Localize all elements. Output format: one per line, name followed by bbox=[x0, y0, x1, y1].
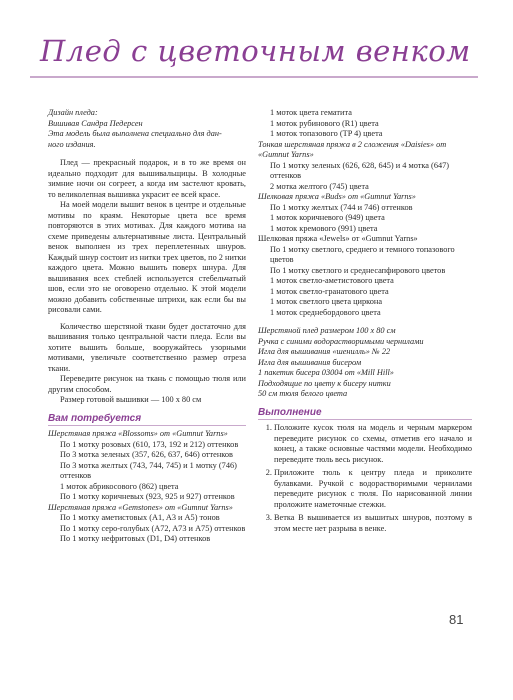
material-item: По 1 мотку желтых (744 и 746) оттенков bbox=[270, 202, 413, 212]
tool-item: Подходящие по цвету к бисеру нитки bbox=[258, 378, 391, 388]
page-number: 81 bbox=[449, 612, 464, 627]
steps-heading: Выполнение bbox=[258, 408, 472, 421]
tools-list bbox=[258, 326, 472, 400]
material-item: Тонкая шерстяная пряжа в 2 сложения «Daisies» от «Gumnut Yarns» bbox=[258, 139, 447, 159]
intro-line: ного издания. bbox=[48, 139, 96, 149]
material-item: Шерстяная пряжа «Blossoms» от «Gumnut Yarns» bbox=[48, 429, 228, 438]
material-item: 2 мотка желтого (745) цвета bbox=[270, 181, 369, 191]
step-item: 3. Ветка В вышивается из вышитых шнуров, поэтому в этом месте нет разрыва в венке. bbox=[274, 513, 472, 534]
tool-item: 50 см тюля белого цвета bbox=[258, 389, 348, 398]
page-title: Плед с цветочным венком bbox=[40, 34, 471, 68]
material-item: 1 моток светло-аметистового цвета bbox=[270, 276, 394, 285]
intro-line: Дизайн пледа: bbox=[48, 108, 98, 117]
material-item: Шелковая пряжа «Jewels» от «Gumnut Yarns» bbox=[258, 234, 418, 243]
tool-item: Игла для вышивания бисером bbox=[258, 357, 362, 367]
materials-list-right bbox=[258, 108, 472, 318]
material-item: Шерстяная пряжа «Gemstones» от «Gumnut Yarns» bbox=[48, 502, 233, 512]
material-item: По 3 мотка желтых (743, 744, 745) и 1 мотку (746) оттенков bbox=[60, 460, 237, 480]
body-paragraph: Количество шерстяной ткани будет достаточно для вышивания только центральной части пледа. Если вы хотите вышить больше, вооружайтесь узорными мотивами, увеличьте соответственно размер отреза ткани. bbox=[48, 321, 246, 373]
material-item: По 1 мотку серо-голубых (A72, A73 и A75) оттенков bbox=[60, 523, 246, 533]
step-item: 1. Положите кусок тюля на модель и черным маркером переведите рисунок со схемы, отметив его начало и конец, а также основные частями модели. Необходимо переведите тюль весь рисунок. bbox=[274, 423, 472, 465]
material-item: По 1 мотку коричневых (923, 925 и 927) оттенков bbox=[60, 492, 235, 501]
material-item: Шелковая пряжа «Buds» от «Gumnut Yarns» bbox=[258, 192, 416, 201]
material-item: 1 моток коричневого (949) цвета bbox=[270, 213, 385, 222]
materials-list-left bbox=[48, 429, 246, 545]
intro-block bbox=[48, 108, 246, 150]
material-item: По 1 мотку аметистовых (A1, A3 и A5) тонов bbox=[60, 513, 220, 522]
material-item: 1 моток кремового (991) цвета bbox=[270, 223, 378, 233]
material-item: 1 моток светло-гранатового цвета bbox=[270, 286, 389, 296]
material-item: По 1 мотку светлого и среднесапфирового цветов bbox=[270, 265, 446, 275]
material-item: По 1 мотку зеленых (626, 628, 645) и 4 мотка (647) оттенков bbox=[270, 160, 450, 180]
right-column bbox=[258, 108, 472, 537]
title-divider bbox=[30, 76, 478, 78]
body-paragraph: На моей модели вышит венок в центре и отдельные мотивы по краям. Некоторые цвета все время повторяются в этих мотивах. Для каждого мотива на схеме приведены альтернативные листа. Центральный венок выполнен из трех переплетенных шнуров. Каждый шнур состоит из нитки трех цветов, по 2 нитки каждого цвета. Можно вышить поверх шнура. Для вышивания всех стеблей используется стебельчатый шов, если это не оговорено отдельно. К этой модели можно добавить собственные штрихи, как если бы вы рисовали сами. bbox=[48, 200, 246, 314]
material-item: 1 моток светлого цвета циркона bbox=[270, 297, 383, 306]
tool-item: 1 пакетик бисера 03004 от «Mill Hill» bbox=[258, 368, 394, 377]
tool-item: Игла для вышивания «шенилль» № 22 bbox=[258, 347, 391, 356]
intro-line: Эта модель была выполнена специально для дан- bbox=[48, 129, 222, 138]
material-item: По 3 мотка зеленых (357, 626, 637, 646) оттенков bbox=[60, 450, 233, 459]
material-item: 1 моток абрикосового (862) цвета bbox=[60, 481, 179, 491]
material-item: 1 моток цвета гематита bbox=[270, 108, 352, 117]
body-paragraph: Размер готовой вышивки — 100 х 80 см bbox=[60, 395, 202, 404]
material-item: 1 моток среднебордового цвета bbox=[270, 307, 381, 317]
tool-item: Шерстяной плед размером 100 х 80 см bbox=[258, 326, 396, 335]
intro-line: Вишивая Сандра Педерсен bbox=[48, 118, 143, 128]
material-item: По 1 мотку нефритовых (D1, D4) оттенков bbox=[60, 534, 211, 543]
material-item: По 1 мотку розовых (610, 173, 192 и 212) оттенков bbox=[60, 439, 239, 449]
tool-item: Ручка с синими водорастворимыми чернилами bbox=[258, 336, 424, 346]
steps-list bbox=[258, 423, 472, 534]
material-item: 1 моток топазового (TP 4) цвета bbox=[270, 129, 383, 138]
body-paragraph: Плед — прекрасный подарок, и в то же время он идеально подходит для вышивальщицы. В холодные зимние ночи он согреет, а когда им застелют кровать, то великолепная вышивка украсит ее всей красе. bbox=[48, 158, 246, 199]
materials-heading: Вам потребуется bbox=[48, 414, 246, 427]
left-column bbox=[48, 108, 246, 545]
material-item: 1 моток рубинового (R1) цвета bbox=[270, 118, 379, 128]
material-item: По 1 мотку светлого, среднего и темного топазового цветов bbox=[270, 244, 455, 264]
body-paragraph: Переведите рисунок на ткань с помощью тюля или другим способом. bbox=[48, 374, 246, 394]
step-item: 2. Приложите тюль к центру пледа и приколите булавками. Ручкой с водорастворимыми чернилами переведите рисунок с тюля. По нарисованной линии проложите наметочные стежки. bbox=[274, 468, 472, 510]
